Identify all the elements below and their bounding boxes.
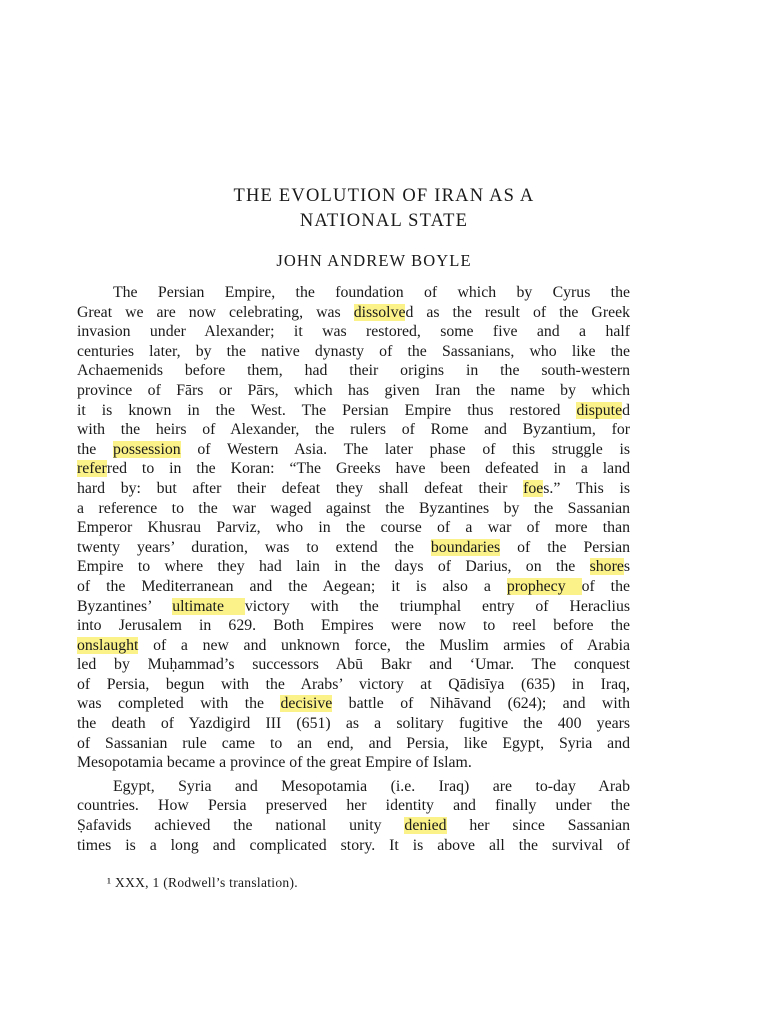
text-run: was completed with the [77, 695, 281, 713]
title-line-2: NATIONAL STATE [299, 211, 469, 231]
text-line [77, 381, 630, 401]
text-line [77, 440, 630, 460]
highlighted-word: denied [404, 817, 447, 835]
text-line [77, 420, 630, 440]
text-run: The Persian Empire, the foundation of which by Cyrus the [113, 284, 630, 301]
text-run: Ṣafavids achieved the national unity [77, 817, 405, 835]
text-line [77, 283, 630, 303]
footnote: ¹ XXX, 1 (Rodwell’s translation). [107, 875, 298, 890]
text-line [77, 777, 630, 797]
text-run: Byzantines’ [77, 597, 173, 615]
highlighted-word: foe [523, 479, 544, 497]
text-run: Emperor Khusrau Parviz, who in the course of a war of more than [77, 519, 630, 537]
text-run: with the heirs of Alexander, the rulers of Rome and Byzantium, for [77, 421, 630, 439]
text-run: Great we are now celebrating, was [77, 303, 354, 321]
text-run: of the Persian [500, 538, 630, 556]
text-line [77, 597, 630, 617]
text-run: d [622, 401, 630, 419]
text-run: of Western Asia. The later phase of this struggle is [180, 440, 630, 458]
text-run: her since Sassanian [446, 817, 630, 835]
paragraph-2 [77, 777, 630, 855]
text-run: of a new and unknown force, the Muslim armies of Arabia [138, 636, 630, 654]
text-line [77, 577, 630, 597]
text-line [77, 342, 630, 362]
text-line [77, 714, 630, 734]
text-line [77, 518, 630, 538]
text-run: the [77, 440, 114, 458]
text-line [77, 694, 630, 714]
text-line [77, 655, 630, 675]
text-run: battle of Nihāvand (624); and with [332, 695, 631, 713]
highlighted-word: decisive [280, 695, 333, 713]
highlighted-word: possession [113, 440, 181, 458]
text-run: of the [581, 577, 630, 595]
highlighted-word: boundaries [430, 538, 501, 556]
text-line [77, 361, 630, 381]
text-run: of the Mediterranean and the Aegean; it is also a [77, 577, 507, 595]
text-run: hard by: but after their defeat they shall defeat their [77, 479, 524, 497]
highlighted-word: shore [589, 558, 624, 576]
text-line [77, 303, 630, 323]
text-run: into Jerusalem in 629. Both Empires were now to reel before the [77, 617, 630, 635]
text-run: of Persia, begun with the Arabs’ victory at Qādisīya (635) in Iraq, [77, 675, 630, 693]
text-line [77, 401, 630, 421]
text-run: of Sassanian rule came to an end, and Persia, like Egypt, Syria and [77, 734, 630, 752]
text-run: led by Muḥammad’s successors Abū Bakr and ‘Umar. The conquest [77, 656, 630, 674]
text-line [77, 675, 630, 695]
article-title [0, 184, 768, 234]
text-run: province of Fārs or Pārs, which has given Iran the name by which [77, 381, 630, 399]
text-run: twenty years’ duration, was to extend the [77, 538, 431, 556]
paragraph-1 [77, 283, 630, 773]
highlighted-word: prophecy [506, 577, 582, 595]
text-line [77, 538, 630, 558]
text-run: s [623, 558, 630, 576]
text-run: Mesopotamia became a province of the great Empire of Islam. [77, 754, 472, 772]
text-line [77, 322, 630, 342]
text-run: red to in the Koran: “The Greeks have been defeated in a land [106, 460, 630, 478]
text-line [77, 796, 630, 816]
text-run: times is a long and complicated story. It is above all the survival of [77, 836, 630, 854]
highlighted-word: dissolve [353, 303, 406, 321]
text-run: s.” This is [543, 479, 630, 497]
text-line [77, 636, 630, 656]
text-run: victory with the triumphal entry of Heraclius [244, 597, 630, 615]
text-line [77, 836, 630, 856]
text-run: a reference to the war waged against the Byzantines by the Sassanian [77, 499, 630, 517]
author-name: JOHN ANDREW BOYLE [276, 251, 472, 270]
text-line [77, 616, 630, 636]
text-line [77, 499, 630, 519]
text-run: Empire to where they had lain in the days of Darius, on the [77, 558, 590, 576]
text-run: invasion under Alexander; it was restored, some five and a half [77, 323, 630, 341]
text-run: the death of Yazdigird III (651) as a solitary fugitive the 400 years [77, 715, 630, 733]
text-line [77, 557, 630, 577]
text-line [77, 459, 630, 479]
text-line [77, 734, 630, 754]
text-run: Egypt, Syria and Mesopotamia (i.e. Iraq) are to-day Arab [113, 777, 630, 795]
highlighted-word: ultimate [172, 597, 245, 615]
highlighted-word: refer [77, 460, 107, 478]
text-run: countries. How Persia preserved her identity and finally under the [77, 797, 630, 815]
title-line-1: THE EVOLUTION OF IRAN AS A [233, 186, 535, 206]
text-line [77, 479, 630, 499]
text-run: Achaemenids before them, had their origins in the south-western [77, 362, 630, 380]
text-line [77, 816, 630, 836]
highlighted-word: onslaught [77, 636, 139, 654]
text-run: centuries later, by the native dynasty of the Sassanians, who like the [77, 342, 630, 360]
highlighted-word: dispute [576, 401, 623, 419]
text-run: d as the result of the Greek [405, 303, 630, 321]
text-line [77, 753, 630, 773]
text-run: it is known in the West. The Persian Empire thus restored [77, 401, 577, 419]
body-text [77, 283, 630, 855]
